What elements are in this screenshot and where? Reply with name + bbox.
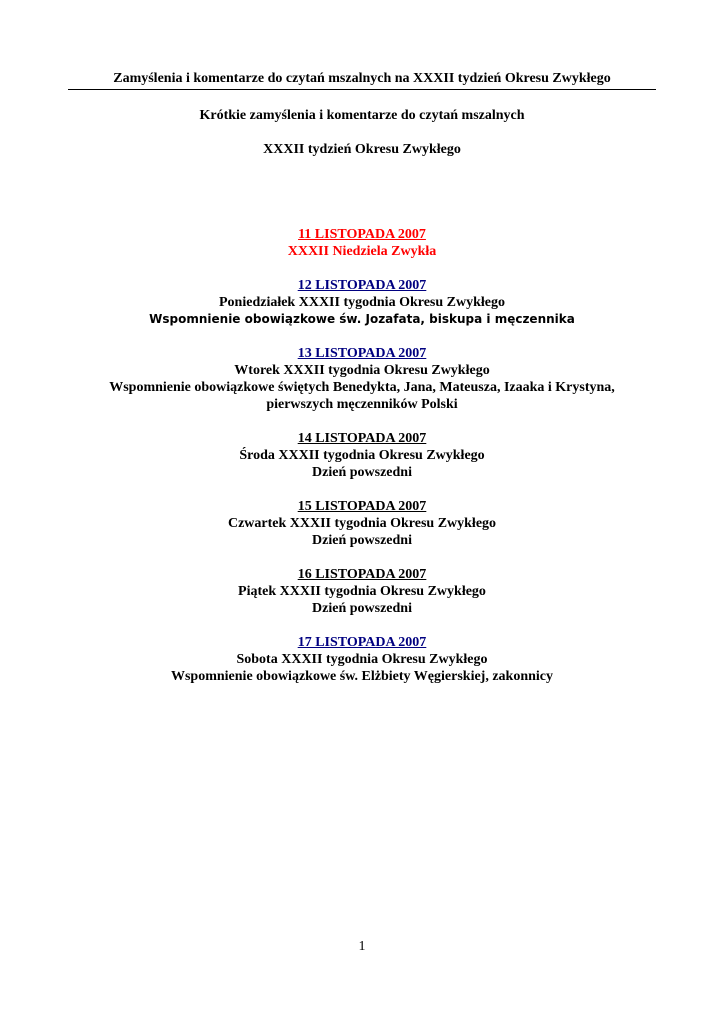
day-type: Dzień powszedni xyxy=(312,601,412,616)
memorial-description: pierwszych męczenników Polski xyxy=(266,397,458,412)
header-rule xyxy=(68,89,656,90)
memorial-description: Wspomnienie obowiązkowe św. Jozafata, biskupa i męczennika xyxy=(149,312,575,326)
date-link[interactable]: 11 LISTOPADA 2007 xyxy=(298,227,426,242)
memorial-description: Wspomnienie obowiązkowe świętych Benedykta, Jana, Mateusza, Izaaka i Krystyna, xyxy=(109,380,615,395)
day-entry xyxy=(68,634,656,685)
day-name: Piątek XXXII tygodnia Okresu Zwykłego xyxy=(238,584,486,599)
day-name: Czwartek XXXII tygodnia Okresu Zwykłego xyxy=(227,516,497,531)
date-link[interactable]: 14 LISTOPADA 2007 xyxy=(297,431,427,446)
date-link[interactable]: 13 LISTOPADA 2007 xyxy=(297,346,427,361)
day-name: Sobota XXXII tygodnia Okresu Zwykłego xyxy=(236,652,488,667)
date-link[interactable]: 15 LISTOPADA 2007 xyxy=(297,499,427,514)
document-subtitle: XXXII tydzień Okresu Zwykłego xyxy=(263,142,461,157)
day-name: Środa XXXII tygodnia Okresu Zwykłego xyxy=(239,448,485,463)
document-title: Krótkie zamyślenia i komentarze do czytań mszalnych xyxy=(199,108,525,123)
day-name: Wtorek XXXII tygodnia Okresu Zwykłego xyxy=(234,363,490,378)
date-link[interactable]: 12 LISTOPADA 2007 xyxy=(297,278,427,293)
date-link[interactable]: 16 LISTOPADA 2007 xyxy=(297,567,427,582)
day-entry xyxy=(68,277,656,328)
day-type: Dzień powszedni xyxy=(312,465,412,480)
date-link[interactable]: 17 LISTOPADA 2007 xyxy=(297,635,427,650)
day-name: Poniedziałek XXXII tygodnia Okresu Zwykłego xyxy=(219,295,505,310)
day-entry xyxy=(68,498,656,549)
document-body xyxy=(68,107,656,702)
day-entry xyxy=(68,430,656,481)
page-header: Zamyślenia i komentarze do czytań mszalnych na XXXII tydzień Okresu Zwykłego xyxy=(113,71,611,86)
page-number: 1 xyxy=(358,939,366,954)
day-entry xyxy=(68,345,656,413)
day-type: Dzień powszedni xyxy=(312,533,412,548)
day-entry xyxy=(68,226,656,260)
memorial-description: Wspomnienie obowiązkowe św. Elżbiety Węgierskiej, zakonnicy xyxy=(170,669,554,684)
day-entries xyxy=(68,226,656,685)
day-entry xyxy=(68,566,656,617)
day-name: XXXII Niedziela Zwykła xyxy=(287,244,437,259)
